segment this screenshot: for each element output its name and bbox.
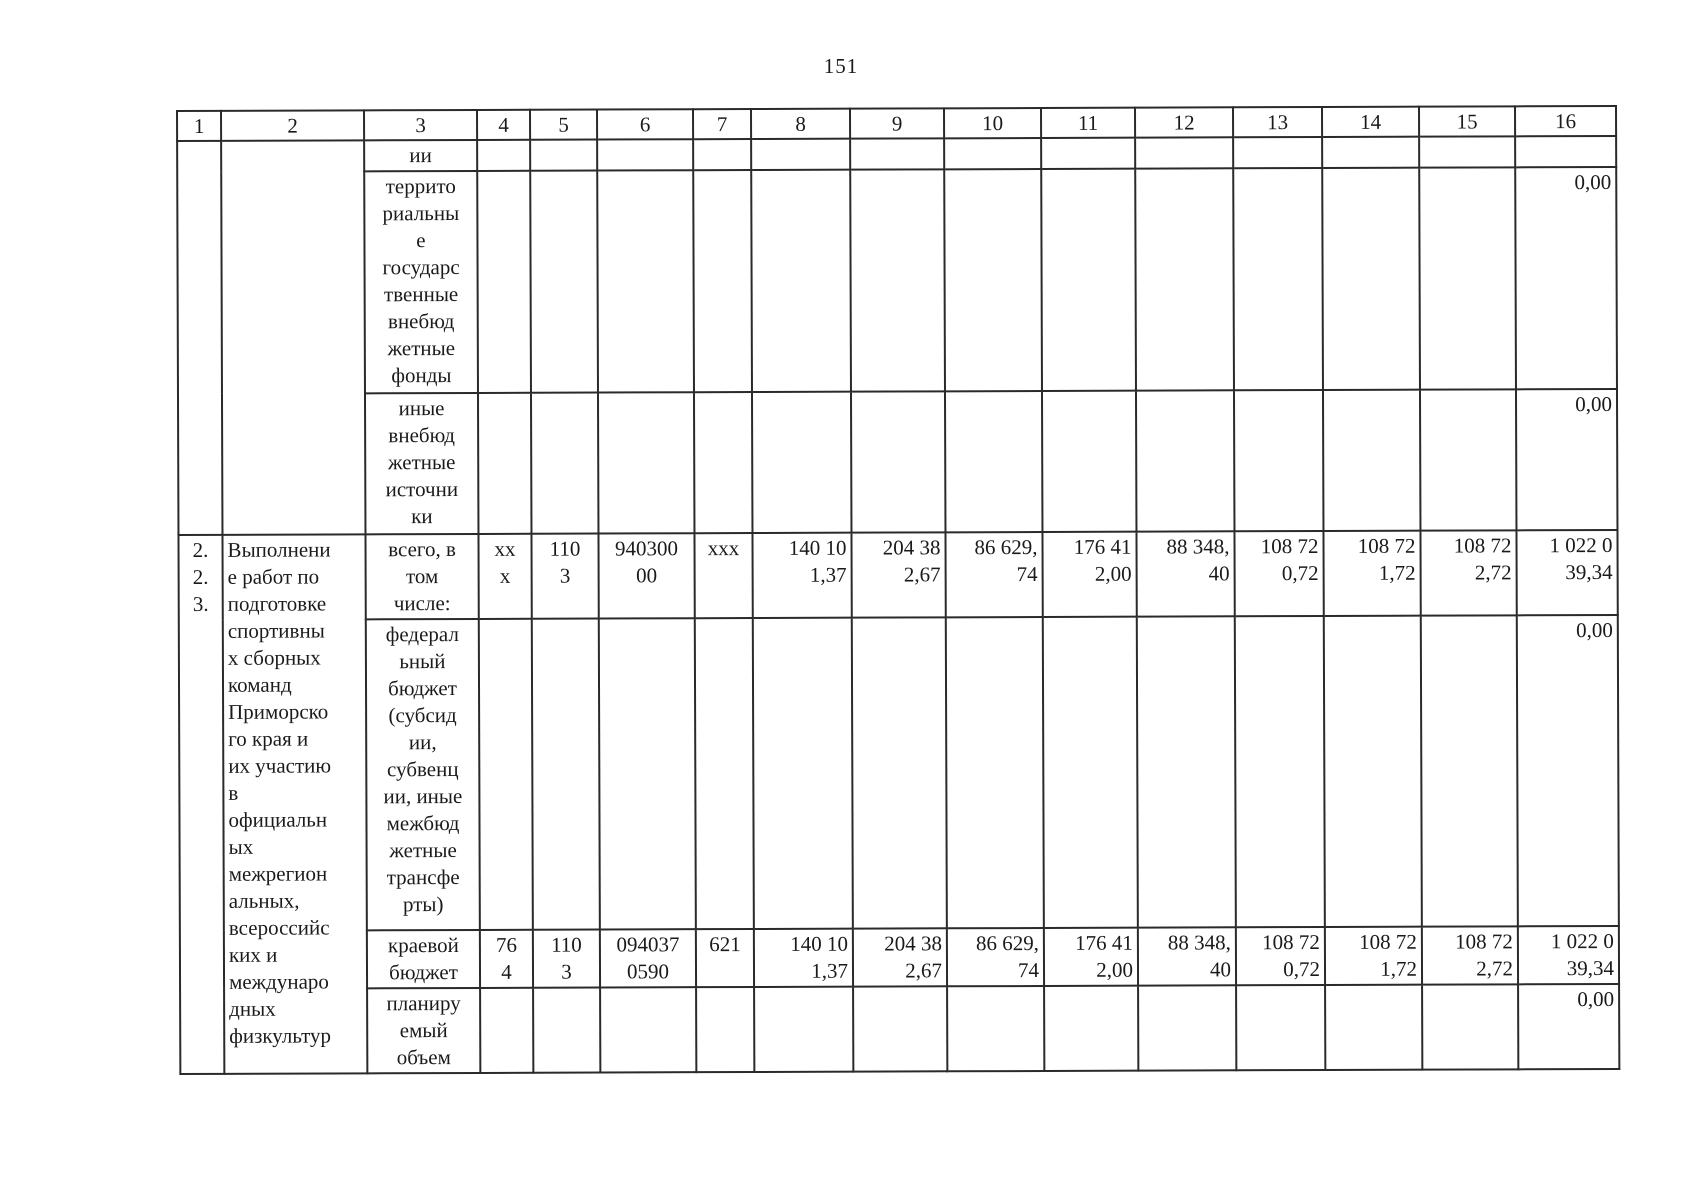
empty-cell — [1236, 985, 1325, 1070]
header-col-14: 14 — [1322, 107, 1419, 137]
amount-cell: 140 10 1,37 — [752, 533, 851, 618]
empty-cell — [1233, 137, 1322, 168]
empty-cell — [1323, 390, 1420, 531]
empty-cell — [852, 617, 947, 928]
empty-cell — [1324, 616, 1422, 927]
empty-cell — [478, 393, 531, 534]
gpbs-code-cell: хх х — [478, 534, 531, 619]
empty-cell — [945, 391, 1042, 532]
empty-cell — [1235, 616, 1325, 927]
empty-cell — [599, 618, 696, 929]
empty-cell — [695, 618, 754, 929]
empty-cell — [693, 170, 752, 392]
amount-cell: 88 348, 40 — [1136, 531, 1234, 616]
empty-cell — [477, 140, 530, 171]
table-row — [179, 615, 1619, 931]
total-cell: 0,00 — [1517, 615, 1619, 926]
empty-cell — [479, 619, 533, 930]
empty-cell — [1234, 390, 1323, 531]
empty-cell — [1135, 168, 1234, 390]
empty-cell — [1419, 136, 1515, 167]
header-col-9: 9 — [850, 108, 944, 138]
funding-source-cell: федерал ьный бюджет (субсид ии, субвенц ии, иные межбюд жетные трансфе рты) — [366, 619, 480, 930]
header-col-6: 6 — [597, 109, 693, 139]
target-article-cell: 940300 00 — [598, 533, 694, 618]
empty-cell — [1419, 167, 1516, 389]
target-article-cell: 094037 0590 — [600, 929, 696, 987]
amount-cell: 108 72 1,72 — [1325, 927, 1422, 985]
empty-cell — [1421, 615, 1518, 926]
total-cell: 0,00 — [1518, 984, 1619, 1069]
amount-cell: 108 72 2,72 — [1422, 926, 1518, 984]
amount-cell: 86 629, 74 — [945, 532, 1042, 617]
header-col-4: 4 — [477, 110, 530, 140]
table-row — [178, 530, 1617, 620]
empty-cell — [850, 169, 945, 391]
empty-cell — [1043, 617, 1138, 928]
header-col-2: 2 — [221, 110, 364, 140]
header-col-15: 15 — [1419, 106, 1515, 136]
total-cell: 1 022 0 39,34 — [1518, 926, 1619, 984]
header-col-10: 10 — [944, 108, 1041, 138]
funding-source-cell: террито риальны е государс твенные внебюд жетные фонды — [364, 171, 478, 393]
header-col-16: 16 — [1515, 106, 1616, 136]
empty-cell — [1042, 391, 1136, 532]
empty-cell — [850, 138, 944, 169]
empty-cell — [597, 170, 694, 392]
empty-cell — [752, 392, 851, 533]
amount-cell: 108 72 1,72 — [1323, 531, 1420, 616]
header-col-1: 1 — [177, 111, 221, 141]
empty-cell — [597, 139, 693, 170]
section-code-cell: 110 3 — [531, 534, 598, 619]
gpbs-code-cell: 76 4 — [480, 930, 533, 988]
table-row — [177, 167, 1617, 394]
empty-cell — [1044, 986, 1138, 1071]
empty-cell — [532, 619, 600, 930]
table-row — [177, 136, 1616, 172]
header-col-5: 5 — [530, 110, 597, 140]
empty-cell — [530, 171, 598, 393]
cell-empty — [221, 140, 365, 534]
empty-cell — [1135, 137, 1233, 168]
amount-cell: 204 38 2,67 — [851, 532, 945, 617]
header-col-3: 3 — [364, 110, 477, 140]
budget-table — [176, 105, 1620, 1075]
empty-cell — [480, 988, 533, 1073]
amount-cell: 108 72 2,72 — [1420, 530, 1516, 615]
empty-cell — [1420, 389, 1516, 530]
amount-cell: 204 38 2,67 — [853, 928, 947, 986]
empty-cell — [944, 138, 1041, 169]
activity-name-cell: Выполнени е работ по подготовке спортивны х сборных команд Приморско го края и их участию в официальн ых межрегион альных, всероссийс ких и междунаро дных физкультур — [222, 534, 367, 1073]
amount-cell: 140 10 1,37 — [754, 929, 853, 987]
empty-cell — [1041, 169, 1136, 391]
table-row — [180, 926, 1619, 989]
empty-cell — [1322, 137, 1419, 168]
empty-cell — [851, 391, 945, 532]
section-code-cell: 110 3 — [533, 930, 600, 988]
empty-cell — [751, 170, 851, 392]
empty-cell — [533, 988, 600, 1073]
empty-cell — [1515, 136, 1616, 167]
empty-cell — [696, 987, 754, 1072]
empty-cell — [944, 169, 1042, 391]
empty-cell — [751, 139, 850, 170]
amount-cell: 176 41 2,00 — [1044, 928, 1138, 986]
empty-cell — [531, 393, 598, 534]
cell-empty — [177, 141, 222, 535]
empty-cell — [1422, 984, 1518, 1069]
amount-cell: 88 348, 40 — [1138, 927, 1236, 985]
empty-cell — [754, 987, 853, 1072]
funding-source-cell: иные внебюд жетные источни ки — [365, 393, 478, 534]
page-number: 151 — [823, 54, 859, 78]
table-row — [180, 984, 1619, 1074]
empty-cell — [530, 140, 597, 171]
empty-cell — [598, 392, 694, 533]
item-number-cell: 2. 2. 3. — [178, 535, 224, 1074]
header-col-8: 8 — [751, 109, 850, 139]
empty-cell — [693, 139, 751, 170]
funding-source-cell: краевой бюджет — [367, 930, 480, 988]
empty-cell — [947, 986, 1044, 1071]
empty-cell — [1041, 138, 1135, 169]
empty-cell — [1138, 985, 1236, 1070]
header-col-12: 12 — [1135, 107, 1233, 137]
empty-cell — [1137, 616, 1236, 927]
total-cell: 1 022 0 39,34 — [1516, 530, 1617, 615]
header-col-13: 13 — [1233, 107, 1322, 137]
table-row — [178, 389, 1617, 535]
amount-cell: 176 41 2,00 — [1042, 532, 1136, 617]
empty-cell — [477, 171, 531, 393]
funding-source-cell: всего, в том числе: — [365, 534, 478, 619]
empty-cell — [1136, 390, 1234, 531]
empty-cell — [853, 986, 947, 1071]
empty-cell — [694, 392, 752, 533]
funding-source-cell: планиру емый объем — [367, 988, 480, 1073]
header-col-7: 7 — [693, 109, 751, 139]
expense-type-cell: ххх — [694, 533, 752, 618]
total-cell: 0,00 — [1516, 389, 1617, 530]
amount-cell: 86 629, 74 — [947, 928, 1044, 986]
empty-cell — [1325, 985, 1422, 1070]
expense-type-cell: 621 — [696, 929, 754, 987]
empty-cell — [946, 617, 1044, 928]
header-col-11: 11 — [1041, 108, 1135, 138]
total-cell: 0,00 — [1515, 167, 1617, 389]
empty-cell — [753, 618, 853, 929]
funding-source-cell: ии — [364, 140, 477, 171]
amount-cell: 108 72 0,72 — [1236, 927, 1325, 985]
empty-cell — [600, 987, 696, 1072]
empty-cell — [1322, 168, 1420, 390]
empty-cell — [1233, 168, 1323, 390]
amount-cell: 108 72 0,72 — [1234, 531, 1323, 616]
